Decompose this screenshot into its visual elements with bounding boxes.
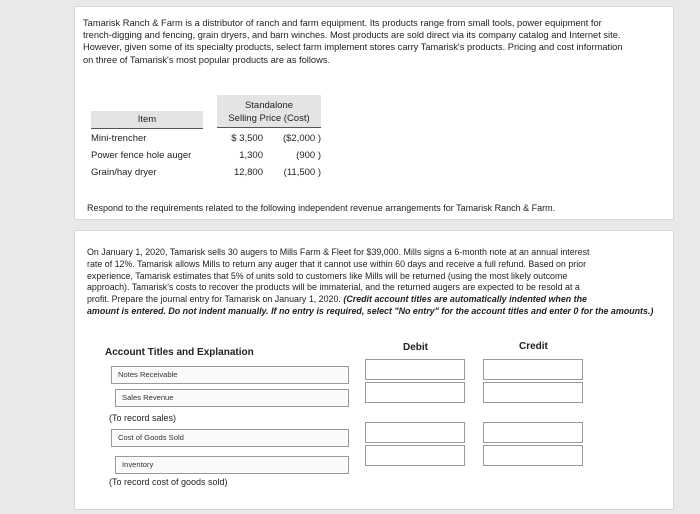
instruction-italic: (Credit account titles are automatically indented when the — [343, 294, 587, 305]
instruction-italic: amount is entered. Do not indent manually. If no entry is required, select "No entry" for the account titles and enter 0 for the amounts.) — [87, 305, 654, 316]
debit-input[interactable] — [365, 382, 465, 403]
intro-line: However, given some of its specialty products, select farm implement stores carry Tamarisk's products. Pricing and cost information — [83, 42, 623, 53]
account-title-select[interactable]: Cost of Goods Sold — [111, 429, 349, 447]
account-title-select[interactable]: Notes Receivable — [111, 366, 349, 384]
debit-input[interactable] — [365, 359, 465, 380]
item-price: $ 3,500 — [231, 133, 263, 144]
col-debit-header: Debit — [403, 342, 428, 353]
entry-explanation: (To record cost of goods sold) — [109, 477, 228, 487]
credit-input[interactable] — [483, 382, 583, 403]
problem-card — [74, 230, 674, 510]
account-title-select[interactable]: Sales Revenue — [115, 389, 349, 407]
intro-paragraph — [83, 17, 665, 66]
table-row — [91, 133, 331, 149]
problem-line: experience, Tamarisk estimates that 5% of units sold to customers like Mills will be returned (using the most likely outcome — [87, 270, 568, 281]
problem-paragraph — [87, 247, 661, 318]
respond-instruction: Respond to the requirements related to the following independent revenue arrangements for Tamarisk Ranch & Farm. — [87, 203, 556, 213]
intro-line: Tamarisk Ranch & Farm is a distributor of ranch and farm equipment. Its products range from small tools, power equipment for — [83, 18, 602, 28]
problem-line-text: profit. Prepare the journal entry for Tamarisk on January 1, 2020. — [87, 294, 341, 305]
item-name: Mini-trencher — [91, 133, 147, 144]
entry-explanation: (To record sales) — [109, 413, 177, 423]
intro-line: trench-digging and fencing, grain dryers, and barn winches. Most products are sold direct via its company catalog and Internet site. — [83, 30, 621, 41]
item-cost: ($2,000 ) — [282, 133, 321, 144]
credit-input[interactable] — [483, 422, 583, 443]
header-item: Item — [91, 111, 203, 129]
col-credit-header: Credit — [519, 341, 548, 352]
problem-line — [87, 294, 661, 306]
debit-input[interactable] — [365, 422, 465, 443]
debit-input[interactable] — [365, 445, 465, 466]
item-name: Grain/hay dryer — [91, 167, 157, 178]
item-price: 1,300 — [239, 150, 263, 161]
item-cost: (900 ) — [296, 150, 321, 161]
item-name: Power fence hole auger — [91, 150, 192, 161]
account-title-select[interactable]: Inventory — [115, 456, 349, 474]
header-price — [217, 95, 321, 128]
header-price-line1: Standalone — [244, 100, 294, 111]
table-row — [91, 150, 331, 166]
intro-line: on three of Tamarisk's most popular products are as follows. — [83, 54, 331, 65]
col-account-header: Account Titles and Explanation — [105, 347, 254, 358]
credit-input[interactable] — [483, 445, 583, 466]
item-price: 12,800 — [233, 167, 263, 178]
problem-line: approach). Tamarisk's costs to recover the products will be immaterial, and the returned augers are expected to be resold at a — [87, 282, 580, 293]
intro-card — [74, 6, 674, 220]
problem-line: rate of 12%. Tamarisk allows Mills to return any auger that it cannot use within 60 days and receive a full refund. Based on prior — [87, 258, 587, 269]
credit-input[interactable] — [483, 359, 583, 380]
header-price-line2: Selling Price (Cost) — [228, 113, 310, 124]
table-row — [91, 167, 331, 183]
problem-line: On January 1, 2020, Tamarisk sells 30 augers to Mills Farm & Fleet for $39,000. Mills signs a 6-month note at an annual interest — [87, 247, 590, 257]
item-cost: (11,500 ) — [283, 167, 321, 178]
